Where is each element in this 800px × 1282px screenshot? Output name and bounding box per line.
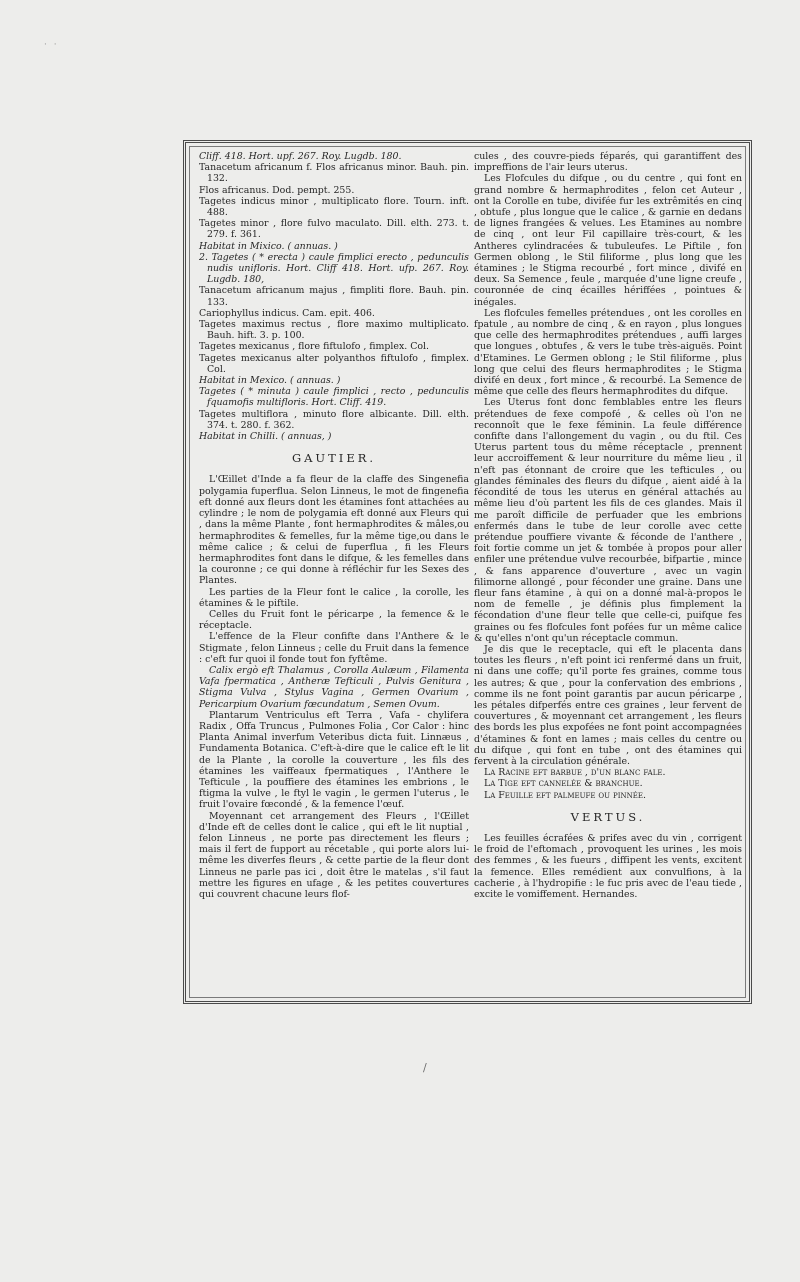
- left-column: [199, 151, 469, 900]
- ref-line: Tanacetum africanum f. Flos africanus minor. Bauh. pin. 132.: [199, 162, 469, 185]
- body-paragraph: Les Flofcules du difque , ou du centre , qui font en grand nombre & hermaphrodites , felon cet Auteur , ont la Corolle en tube, divifée fur les extrêmités en cinq , obtufe , plus longue que le calice , & garnie en dedans de lignes frangées & velues. Les Etamines au nombre de cinq , ont leur Fil capillaire très-court, & les Antheres cylindracées & tubuleufes. Le Piftile , fon Germen oblong , le Stil filiforme , plus long que les étamines ; le Stigma recourbé , fort mince , divifé en deux. Sa Semence , feule , marquée d'une ligne creufe , couronnée de cinq écailles hériffées , pointues & inégales.: [474, 173, 742, 308]
- ref-line: Tanacetum africanum majus , fimpliti flore. Bauh. pin. 133.: [199, 285, 469, 308]
- leaf-line: La Feuille eft palmeufe ou pinnée.: [484, 789, 646, 801]
- ref-line: Cliff. 418. Hort. upf. 267. Roy. Lugdb. 180.: [199, 151, 402, 162]
- section-heading-vertus: VERTUS.: [570, 809, 646, 824]
- body-paragraph: Les parties de la Fleur font le calice , la corolle, les étamines & le piftile.: [199, 586, 469, 609]
- section-heading-gautier: GAUTIER.: [291, 451, 377, 466]
- body-paragraph: Les Uterus font donc femblables entre les fleurs prétendues de fexe compofé , & celles où l'on ne reconnoît que le fexe féminin. La feule différence confifte dans l'allongement du vagin , ou du ftil. Ces Uterus partent tous du même réceptacle , prennent leur accroiffement & leur nourriture du même lieu , il n'eft pas étonnant de croire que les tefticules , ou glandes féminales des fleurs du difque , aient aidé à la fécondité de tous les uterus en général attachés au même lieu d'où partent les fils de ces glandes. Mais il me paroît difficile de perfuader que les embrions enfermés dans le tube de leur corolle avec cette prétendue pouffiere vivante & féconde de l'anthere , foit fortie comme un jet & tombée à propos pour aller enfiler une prétendue vulve recourbée, bifpartie , mince , & fans apparence d'ouverture , avec un vagin filimorne allongé , pour féconder une graine. Dans une fleur fans étamine , à qui on a donné mal-à-propos le nom de femelle , je définis plus fimplement la fécondation d'une fleur telle que celle-ci, puifque fes graines ou fes flofcules font pofées fur un même calice & qu'elles n'ont qu'un réceptacle commun.: [474, 397, 742, 644]
- body-paragraph: Celles du Fruit font le péricarpe , la femence & le réceptacle.: [199, 608, 469, 632]
- habitat-line: Habitat in Mixico. ( annuas. ): [199, 240, 338, 252]
- body-paragraph: Je dis que le receptacle, qui eft le placenta dans toutes les fleurs , n'eft point ici renfermé dans un fruit, ni dans une coffe; qu'il porte fes graines, comme tous les autres; & que , pour la confervation des embrions , comme ils ne font point garantis par aucun péricarpe , les pétales difperfés entre ces graines , leur fervent de couvertures , & moyennant cet arrangement , les fleurs des bords les plus expofées ne font point accompagnées d'étamines & font en lames ; mais celles du centre ou du difque , qui font en tube , ont des étamines qui fervent à la circulation générale.: [474, 643, 742, 767]
- ref-line: Tagetes mexicanus , flore fiftulofo , fimplex. Col.: [199, 341, 430, 353]
- page-frame: [183, 140, 752, 1004]
- body-paragraph: Les flofcules femelles prétendues , ont les corolles en fpatule , au nombre de cinq , & en rayon , plus longues que celle des hermaphrodites prétendues , auffi larges que longues , obtufes , & vers le tube très-aiguës. Point d'Etamines. Le Germen oblong ; le Stil filiforme , plus long que celui des fleurs hermaphrodites ; le Stigma divifé en deux , fort mince , & recourbé. La Semence de même que celle des fleurs hermaphrodites du difque.: [474, 307, 742, 398]
- body-paragraph: Les feuilles écrafées & prifes avec du vin , corrigent le froid de l'eftomach , provoquent les urines , les mois des femmes , & les fueurs , diffipent les vents, excitent la femence. Elles remédient aux convulfions, à la cacherie , à l'hydropifie : le fuc pris avec de l'eau tiede , excite le vomiffement. Hernandes.: [474, 832, 742, 900]
- latin-paragraph: Calix ergò eft Thalamus , Corolla Aulæum , Filamenta Vafa fpermatica , Antheræ Tefticuli , Pulvis Genitura , Stigma Vulva , Stylus Vagina , Germen Ovarium , Pericarpium Ovarium fœcundatum , Semen Ovum.: [199, 664, 469, 710]
- body-paragraph: Moyennant cet arrangement des Fleurs , l'Œillet d'Inde eft de celles dont le calice , qui eft le lit nuptial , felon Linneus , ne porte pas directement les fleurs ; mais il fert de fupport au récetable , qui porte alors lui-même les diverfes fleurs , & cette partie de la fleur dont Linneus ne parle pas ici , doit être le matelas , s'il faut mettre les figures en ufage , & les petites couvertures qui couvrent chacune leurs flof-: [199, 810, 469, 900]
- body-paragraph: L'effence de la Fleur confifte dans l'Anthere & le Stigmate , felon Linneus ; celle du Fruit dans la femence : c'eft fur quoi il fonde tout fon fyftême.: [199, 631, 469, 665]
- habitat-line: Habitat in Chilli. ( annuas, ): [199, 431, 332, 443]
- species-line: 2. Tagetes ( * erecta ) caule fimplici erecto , pedunculis nudis unifloris. Hort. Cliff 418. Hort. ufp. 267. Roy. Lugdb. 180,: [199, 251, 469, 286]
- ref-line: Tagetes multiflora , minuto flore albicante. Dill. elth. 374. t. 280. f. 362.: [199, 408, 469, 431]
- ref-line: Tagetes indicus minor , multiplicato flore. Tourn. inft. 488.: [199, 195, 469, 219]
- ref-line: Tagetes minor , flore fulvo maculato. Dill. elth. 273. t. 279. f. 361.: [199, 218, 469, 241]
- species-line: Tagetes ( * minuta ) caule fimplici , recto , pedunculis fquamofis multifloris. Hort. Cliff. 419.: [199, 386, 469, 409]
- ref-line: Tagetes mexicanus alter polyanthos fiftulofo , fimplex. Col.: [199, 352, 469, 375]
- body-paragraph: Plantarum Ventriculus eft Terra , Vafa - chylifera Radix , Offa Truncus , Pulmones Folia , Cor Calor : hinc Planta Animal inverfum Veteribus dicta fuit. Linnæus , Fundamenta Botanica. C'eft-à-dire que le calice eft le lit de la Plante , la corolle la couverture , les fils des étamines les vaiffeaux fpermatiques , l'Anthere le Tefticule , la pouffiere des étamines les embrions , le ftigma la vulve , le ftyl le vagin , le germen l'uterus , le fruit l'ovaire fœcondé , & la femence l'œuf.: [199, 709, 469, 811]
- body-paragraph: cules , des couvre-pieds féparés, qui garantiffent des impreffions de l'air leurs uterus.: [474, 151, 742, 174]
- ref-line: Cariophyllus indicus. Cam. epit. 406.: [199, 307, 375, 319]
- ref-line: Tagetes maximus rectus , flore maximo multiplicato. Bauh. hift. 3. p. 100.: [199, 319, 469, 342]
- right-column: [474, 151, 742, 900]
- root-line: La Racine eft barbue , d'un blanc fale.: [484, 767, 666, 779]
- page-number: /: [423, 1061, 427, 1074]
- corner-mark: · ·: [44, 40, 59, 50]
- body-paragraph: L'Œillet d'Inde a fa fleur de la claffe des Singenefia polygamia fuperflua. Selon Linneus, le mot de fingenefia eft donné aux fleurs dont les étamines font attachées au cylindre ; le nom de polygamia eft donné aux Fleurs qui , dans la même Plante , font hermaphrodites & mâles,ou hermaphrodites & femelles, fur la même tige,ou dans le même calice ; & celui de fuperflua , fi les Fleurs hermaphrodites font dans le difque, & les femelles dans la couronne ; ce qui donne à réfléchir fur les Sexes des Plantes.: [199, 474, 469, 587]
- stem-line: La Tige eft cannelée & branchue.: [484, 778, 643, 790]
- ref-line: Flos africanus. Dod. pempt. 255.: [199, 184, 355, 196]
- habitat-line: Habitat in Mexico. ( annuas. ): [199, 375, 341, 387]
